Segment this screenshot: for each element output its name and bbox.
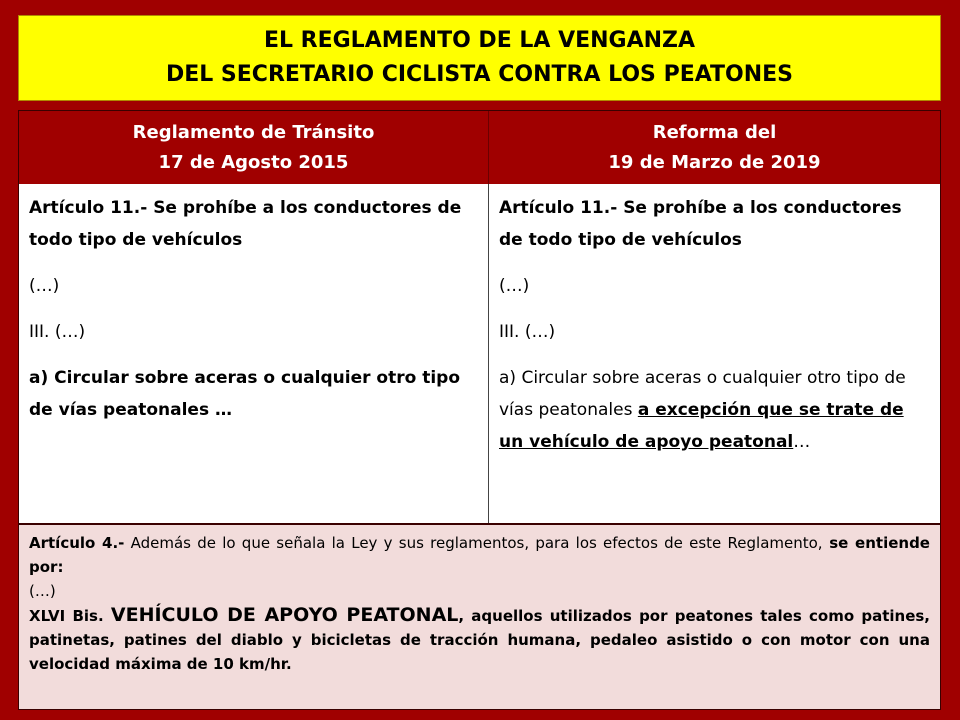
right-article: Artículo 11.- Se prohíbe a los conductores de todo tipo de vehículos — [499, 198, 902, 250]
definition-article — [29, 531, 930, 579]
definition-item-term: VEHÍCULO DE APOYO PEATONAL — [110, 604, 459, 626]
definition-article-emph: se entiende por: — [29, 534, 930, 576]
left-clause: a) Circular sobre aceras o cualquier otro tipo de vías peatonales … — [29, 368, 460, 420]
right-clause-highlight: a excepción que se trate de un vehículo de apoyo peatonal — [499, 400, 904, 452]
header-2019-line-1: Reforma del — [652, 121, 777, 143]
left-article: Artículo 11.- Se prohíbe a los conductores de todo tipo de vehículos — [29, 198, 462, 250]
title-line-2: DEL SECRETARIO CICLISTA CONTRA LOS PEATONES — [165, 62, 794, 87]
right-fraction: III. (…) — [499, 322, 556, 342]
header-2019-line-2: 19 de Marzo de 2019 — [608, 151, 821, 173]
left-ellipsis: (…) — [29, 276, 60, 296]
table-body-row — [19, 184, 940, 523]
definition-article-text: Además de lo que señala la Ley y sus reglamentos, para los efectos de este Reglamento, — [124, 534, 823, 552]
header-2019 — [489, 111, 940, 184]
slide-title — [18, 15, 941, 101]
title-line-1: EL REGLAMENTO DE LA VENGANZA — [263, 28, 696, 53]
definitions-box — [18, 524, 941, 710]
left-fraction: III. (…) — [29, 322, 86, 342]
definition-item-label: XLVI Bis. — [29, 607, 111, 625]
right-clause-end: … — [793, 432, 811, 452]
definition-item — [29, 603, 930, 676]
definition-ellipsis: (…) — [29, 582, 56, 600]
cell-2015 — [19, 184, 489, 523]
definition-item-text: , aquellos utilizados por peatones tales como patines, patinetas, patines del diablo y bicicletas de tracción humana, pedaleo asistido o con motor con una velocidad máxima de 10 km/hr. — [29, 607, 930, 673]
comparison-table — [18, 110, 941, 524]
table-header-row — [19, 111, 940, 184]
cell-2019 — [489, 184, 940, 523]
right-ellipsis: (…) — [499, 276, 530, 296]
header-2015 — [19, 111, 489, 184]
right-clause-plain: a) Circular sobre aceras o cualquier otro tipo de vías peatonales — [499, 368, 906, 420]
right-clause — [499, 362, 930, 458]
header-2015-line-2: 17 de Agosto 2015 — [158, 151, 349, 173]
definition-article-label: Artículo 4.- — [29, 534, 125, 552]
header-2015-line-1: Reglamento de Tránsito — [132, 121, 375, 143]
